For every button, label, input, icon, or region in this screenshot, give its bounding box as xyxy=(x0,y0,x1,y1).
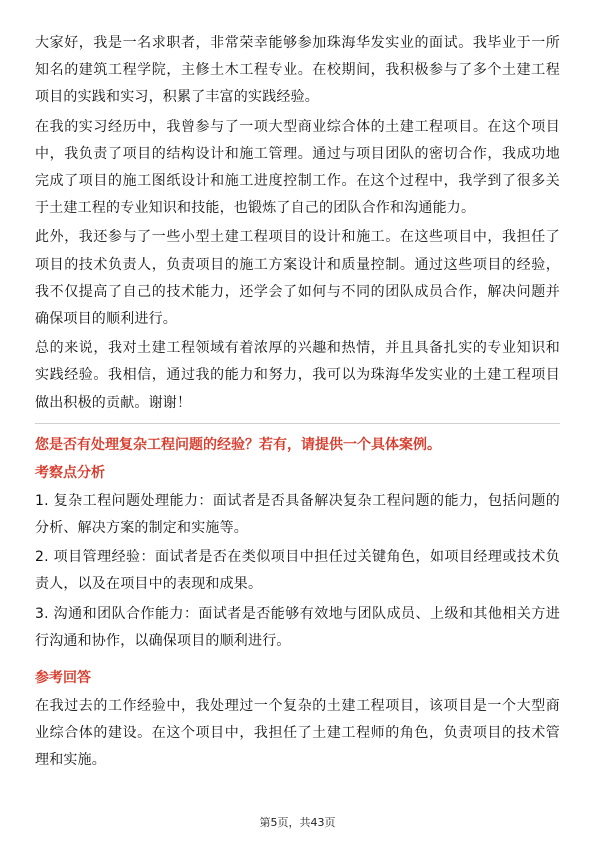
intro-paragraph-4: 总的来说，我对土建工程领域有着浓厚的兴趣和热情，并且具备扎实的专业知识和实践经验。我相信，通过我的能力和努力，我可以为珠海华发实业的土建工程项目做出积极的贡献。谢谢！ xyxy=(35,340,560,411)
document-page xyxy=(35,30,560,777)
answer-text: 在我过去的工作经验中，我处理过一个复杂的土建工程项目，该项目是一个大型商业综合体的建设。在这个项目中，我担任了土建工程师的角色，负责项目的技术管理和实施。 xyxy=(35,698,560,769)
analysis-point-1: 1. 复杂工程问题处理能力：面试者是否具备解决复杂工程问题的能力，包括问题的分析、解决方案的制定和实施等。 xyxy=(35,492,560,537)
section-divider xyxy=(35,423,560,424)
page-number: 第5页，共43页 xyxy=(259,816,336,829)
intro-paragraph-2: 在我的实习经历中，我曾参与了一项大型商业综合体的土建工程项目。在这个项目中，我负责了项目的结构设计和施工管理。通过与项目团队的密切合作，我成功地完成了项目的施工图纸设计和施工进度控制工作。在这个过程中，我学到了很多关于土建工程的专业知识和技能，也锻炼了自己的团队合作和沟通能力。 xyxy=(35,118,560,217)
analysis-heading: 考察点分析 xyxy=(35,464,105,481)
interview-question: 您是否有处理复杂工程问题的经验？若有，请提供一个具体案例。 xyxy=(35,436,441,453)
intro-paragraph-3: 此外，我还参与了一些小型土建工程项目的设计和施工。在这些项目中，我担任了项目的技术负责人，负责项目的施工方案设计和质量控制。通过这些项目的经验，我不仅提高了自己的技术能力，还学会了如何与不同的团队成员合作，解决问题并确保项目的顺利进行。 xyxy=(35,229,560,328)
analysis-point-2: 2. 项目管理经验：面试者是否在类似项目中担任过关键角色，如项目经理或技术负责人，以及在项目中的表现和成果。 xyxy=(35,549,560,593)
analysis-point-3: 3. 沟通和团队合作能力：面试者是否能够有效地与团队成员、上级和其他相关方进行沟通和协作，以确保项目的顺利进行。 xyxy=(35,605,560,649)
answer-heading: 参考回答 xyxy=(35,670,91,687)
intro-paragraph-1: 大家好，我是一名求职者，非常荣幸能够参加珠海华发实业的面试。我毕业于一所知名的建筑工程学院，主修土木工程专业。在校期间，我积极参与了多个土建工程项目的实践和实习，积累了丰富的实践经验。 xyxy=(35,35,560,106)
